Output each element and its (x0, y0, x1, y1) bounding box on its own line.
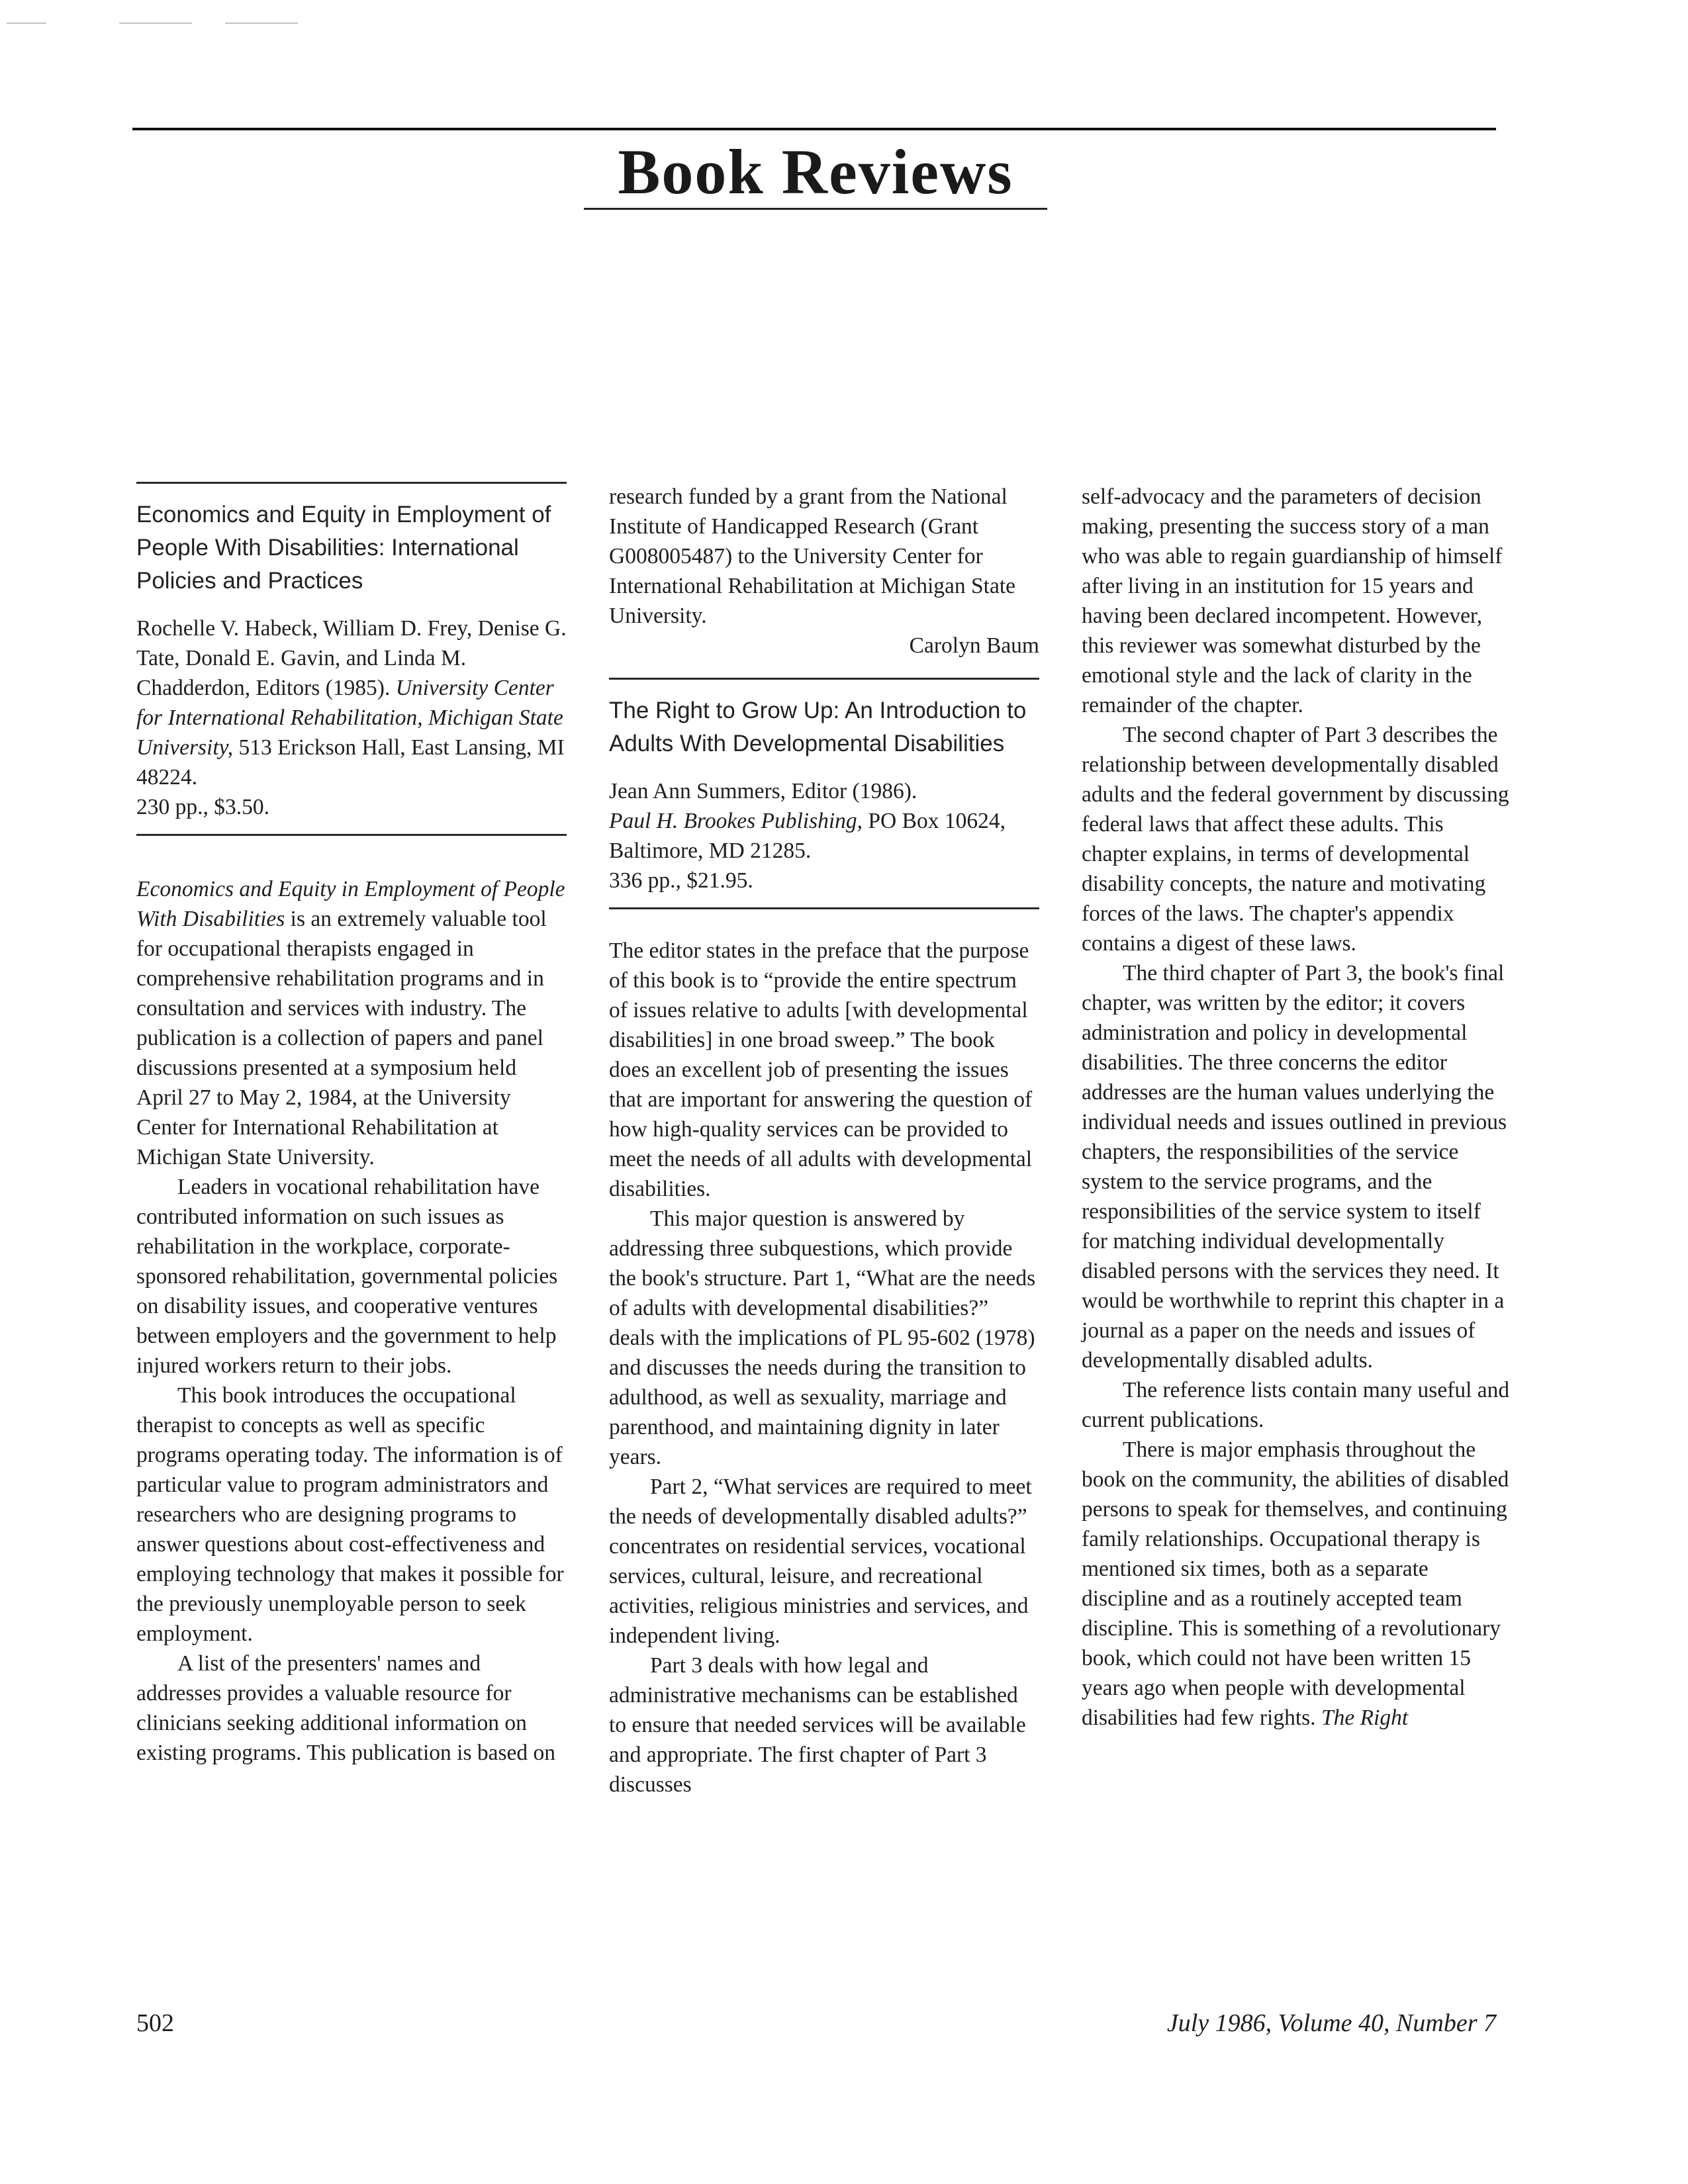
review-1-citation (136, 614, 567, 822)
review-2-address: PO Box 10624, Baltimore, MD 21285. (609, 809, 1006, 863)
review-2-paragraph: The editor states in the preface that the purpose of this book is to “provide the entire spectrum of issues relative to adults [with developmental disabilities] in one broad sweep.” The book does an excellent job of presenting the issues that are important for answering the question of how high-quality services can be provided to meet the needs of all adults with developmental disabilities. (609, 938, 1033, 1201)
review-1-book-title: Economics and Equity in Employment of People With Disabilities: International Policies and Practices (136, 502, 551, 594)
review-2-authors: Jean Ann Summers, Editor (1986). (609, 779, 917, 803)
review-2-paragraph: Part 2, “What services are required to meet the needs of developmentally disabled adults?” concentrates on residential services, vocational services, cultural, leisure, and recreational activities, religious ministries and services, and independent living. (609, 1475, 1032, 1648)
review-1-paragraph: A list of the presenters' names and addresses provides a valuable resource for clinicians seeking additional information on existing programs. This publication is based on (136, 1651, 556, 1765)
review-2-book-title: The Right to Grow Up: An Introduction to Adults With Developmental Disabilities (609, 698, 1027, 756)
review-1-paragraph-continued: research funded by a grant from the National Institute of Handicapped Research (Grant G008005487) to the University Center for International Rehabilitation at Michigan State University. (609, 484, 1015, 628)
column-1 (136, 482, 567, 1768)
review-1-publisher: University Center for International Rehabilitation, Michigan State University, (136, 676, 563, 760)
review-2-paragraph: The third chapter of Part 3, the book's final chapter, was written by the editor; it covers administration and policy in developmental disabilities. The three concerns the editor addresses are the human values underlying the individual needs and issues outlined in previous chapters, the responsibilities of the service system to the service programs, and the responsibilities of the service system to itself for matching individual developmentally disabled persons with the services they need. It would be worthwhile to reprint this chapter in a journal as a paper on the needs and issues of developmentally disabled adults. (1082, 961, 1507, 1373)
review-1-reviewer: Carolyn Baum (909, 633, 1039, 658)
review-2-paragraph: Part 3 deals with how legal and administrative mechanisms can be established to ensure that needed services will be available and appropriate. The first chapter of Part 3 discusses (609, 1653, 1026, 1797)
review-2-book-title-inline: The Right (1321, 1706, 1409, 1730)
column-3 (1082, 482, 1512, 1733)
review-1-paragraph: Economics and Equity in Employment of People With Disabilities is an extremely valuable tool for occupational therapists engaged in comprehensive rehabilitation programs and in consultation and services with industry. The publication is a collection of papers and panel discussions presented at a symposium held April 27 to May 2, 1984, at the University Center for International Rehabilitation at Michigan State University. (136, 877, 565, 1169)
review-rule (136, 482, 567, 484)
review-1-paragraph: This book introduces the occupational therapist to concepts as well as specific programs operating today. The information is of particular value to program administrators and researchers who are designing programs to answer questions about cost-effectiveness and employing technology that makes it possible for the previously unemployable person to seek employment. (136, 1383, 564, 1646)
review-rule (609, 678, 1039, 680)
scan-artifact (119, 23, 192, 24)
journal-issue: July 1986, Volume 40, Number 7 (1166, 2009, 1496, 2037)
review-2-paragraph-continued: self-advocacy and the parameters of decision making, presenting the success story of a man who was able to regain guardianship of himself after living in an institution for 15 years and having been declared incompetent. However, this reviewer was somewhat disturbed by the emotional style and the lack of clarity in the remainder of the chapter. (1082, 484, 1503, 717)
review-1-address: 513 Erickson Hall, East Lansing, MI 48224. (136, 735, 565, 790)
review-2-paragraph: There is major emphasis throughout the book on the community, the abilities of disabled persons to speak for themselves, and continuing family relationships. Occupational therapy is mentioned six times, both as a separate discipline and as a routinely accepted team discipline. This is something of a revolutionary book, which could not have been written 15 years ago when people with developmental disabilities had few rights. The Right (1082, 1437, 1509, 1730)
review-2-publisher: Paul H. Brookes Publishing, (609, 809, 863, 833)
page-number: 502 (136, 2009, 174, 2037)
review-2-paragraph: The reference lists contain many useful and current publications. (1082, 1378, 1510, 1432)
scan-artifact (225, 23, 298, 24)
review-2-paragraph: The second chapter of Part 3 describes the relationship between developmentally disabled adults and the federal government by discussing federal laws that affect these adults. This chapter explains, in terms of developmental disability concepts, the nature and motivating forces of the laws. The chapter's appendix contains a digest of these laws. (1082, 723, 1509, 956)
review-2-citation (609, 776, 1039, 895)
section-title: Book Reviews (618, 136, 1013, 207)
column-2 (609, 482, 1039, 1799)
scan-artifact (7, 23, 46, 24)
review-2-price: 336 pp., $21.95. (609, 868, 753, 893)
review-1-paragraph: Leaders in vocational rehabilitation have contributed information on such issues as rehabilitation in the workplace, corporate-sponsored rehabilitation, governmental policies on disability issues, and cooperative ventures between employers and the government to help injured workers return to their jobs. (136, 1175, 558, 1378)
review-1-book-title-inline: Economics and Equity in Employment of People With Disabilities (136, 877, 565, 931)
header-rule (132, 128, 1496, 130)
review-2-paragraph: This major question is answered by addressing three subquestions, which provide the book's structure. Part 1, “What are the needs of adults with developmental disabilities?” deals with the implications of PL 95-602 (1978) and discusses the needs during the transition to adulthood, as well as sexuality, marriage and parenthood, and maintaining dignity in later years. (609, 1206, 1036, 1469)
review-1-authors: Rochelle V. Habeck, William D. Frey, Denise G. Tate, Donald E. Gavin, and Linda M. Chadderdon, Editors (1985). (136, 616, 567, 700)
section-title-underline (584, 208, 1047, 210)
review-1-price: 230 pp., $3.50. (136, 795, 269, 819)
